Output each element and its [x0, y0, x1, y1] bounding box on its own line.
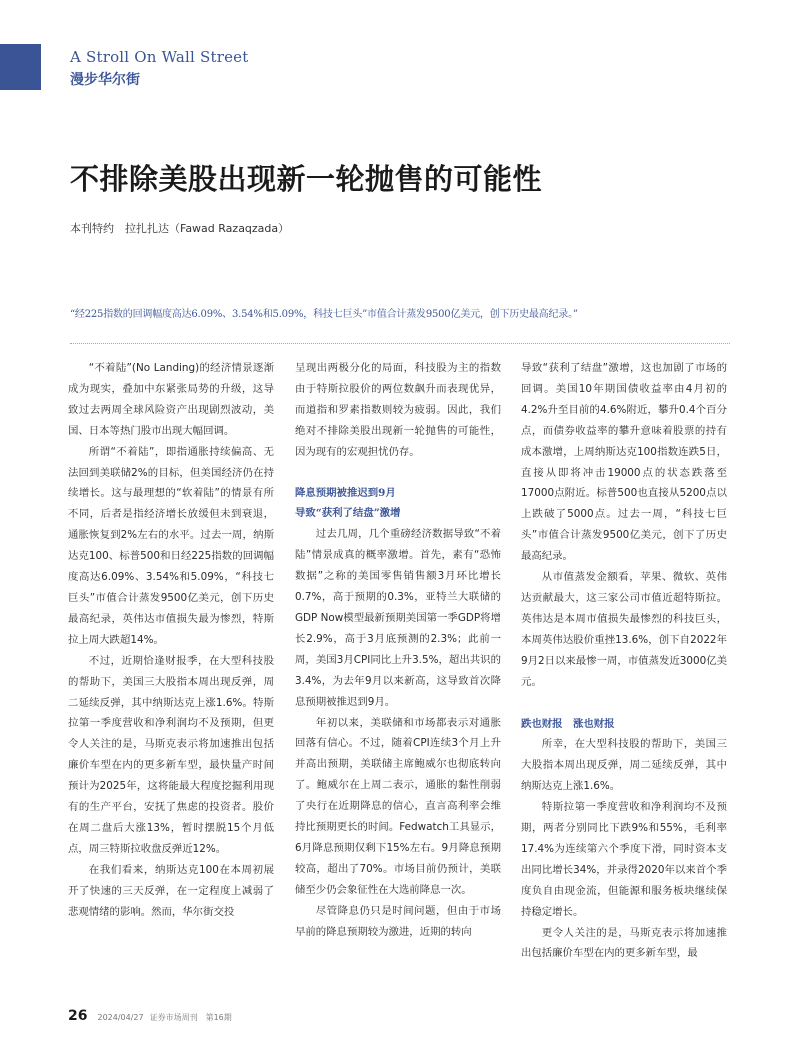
paragraph: 导致“获利了结盘”激增，这也加剧了市场的回调。美国10年期国债收益率由4月初的4.2%升至目前的4.6%附近，攀升0.4个百分点，而债券收益率的攀升意味着股票的持有成本激增，上周纳斯达克100指数连跌5日，直接从即将冲击19000点的状态跌落至17000点附近。标普500也直接从5200点以上跌破了5000点。过去一周，“科技七巨头”市值合计蒸发9500亿美元，创下了历史最高纪录。	[521, 362, 727, 563]
paragraph: “不着陆”(No Landing)的经济情景逐渐成为现实，叠加中东紧张局势的升级，这导致过去两周全球风险资产出现剧烈波动，美国、日本等热门股市出现大幅回调。	[68, 362, 274, 437]
column-name-english: A Stroll On Wall Street	[70, 48, 249, 66]
issue-date: 2024/04/27	[97, 1013, 144, 1022]
paragraph: 更令人关注的是，马斯克表示将加速推出包括廉价车型在内的更多新车型，最	[521, 926, 727, 960]
paragraph: 过去几周，几个重磅经济数据导致“不着陆”情景成真的概率激增。首先，素有“恐怖数据”之称的美国零售销售额3月环比增长0.7%，高于预期的0.3%，亚特兰大联储的GDP Now模型最新预期美国第一季GDP将增长2.9%，高于3月底预测的2.3%；此前一周，美国3月CPI同比上升3.5%，超出共识的3.4%，为去年9月以来新高，这导致首次降息预期被推迟到9月。	[295, 528, 501, 708]
paragraph: 尽管降息仍只是时间问题，但由于市场早前的降息预期较为激进，近期的转向	[295, 904, 501, 938]
subheading: 降息预期被推迟到9月	[295, 486, 396, 499]
paragraph: 年初以来，美联储和市场都表示对通胀回落有信心。不过，随着CPI连续3个月上升并高出预期，美联储主席鲍威尔也彻底转向了。鲍威尔在上周二表示，通胀的黏性削弱了央行在近期降息的信心，直言高利率会维持比预期更长的时间。Fedwatch工具显示，6月降息预期仅剩下15%左右。9月降息预期较高，超出了70%。市场目前仍预计，美联储至少仍会象征性在大选前降息一次。	[295, 716, 501, 896]
article-title: 不排除美股出现新一轮抛售的可能性	[70, 162, 543, 196]
subheading: 导致“获利了结盘”激增	[295, 507, 401, 520]
paragraph: 在我们看来，纳斯达克100在本周初展开了快速的三天反弹，在一定程度上减弱了悲观情绪的影响。然而，华尔街交投	[68, 863, 274, 918]
paragraph: 不过，近期恰逢财报季，在大型科技股的帮助下，美国三大股指本周出现反弹，周二延续反弹，其中纳斯达克上涨1.6%。特斯拉第一季度营收和净利润均不及预期，但更令人关注的是，马斯克表示将加速推出包括廉价车型在内的更多新车型，最快量产时间预计为2025年，这将能最大程度挖掘利用现有的生产平台，安抚了焦虑的投资者。股价在周二盘后大涨13%，暂时摆脱15个月低点，周三特斯拉收盘反弹近12%。	[68, 654, 274, 855]
subheading: 跌也财报 涨也财报	[521, 717, 615, 730]
paragraph: 从市值蒸发金额看，苹果、微软、英伟达贡献最大，这三家公司市值近超特斯拉。英伟达是本周市值损失最惨烈的科技巨头，本周英伟达股价重挫13.6%，创下自2022年9月2日以来最惨一周，市值蒸发近3000亿美元。	[521, 571, 727, 688]
column-name-chinese: 漫步华尔街	[70, 72, 140, 88]
paragraph: 特斯拉第一季度营收和净利润均不及预期，两者分别同比下跌9%和55%，毛利率17.4%为连续第六个季度下滑，同时资本支出同比增长34%，并录得2020年以来首个季度负自由现金流，但能源和服务板块继续保持稳定增长。	[521, 801, 727, 918]
page-number: 26	[68, 1008, 88, 1024]
body-column-2	[295, 358, 501, 942]
paragraph: 所谓“不着陆”，即指通胀持续偏高、无法回到美联储2%的目标，但美国经济仍在持续增长。这与最理想的“软着陆”的情景有所不同，后者是指经济增长放缓但未到衰退，通胀恢复到2%左右的水平。过去一周，纳斯达克100、标普500和日经225指数的回调幅度高达6.09%、3.54%和5.09%，“科技七巨头”市值合计蒸发9500亿美元，创下历史最高纪录，英伟达市值损失最为惨烈，特斯拉上周大跌超14%。	[68, 445, 274, 646]
body-column-3	[521, 358, 727, 964]
magazine-name: 证券市场周刊 第16期	[149, 1013, 232, 1022]
body-column-1	[68, 358, 274, 922]
paragraph: 呈现出两极分化的局面，科技股为主的指数由于特斯拉股价的两位数飙升而表现优异，而道指和罗素指数则较为疲弱。因此，我们绝对不排除美股出现新一轮抛售的可能性，因为现有的宏观担忧仍存。	[295, 362, 501, 458]
paragraph: 所幸，在大型科技股的帮助下，美国三大股指本周出现反弹，周二延续反弹，其中纳斯达克上涨1.6%。	[521, 738, 727, 793]
page-footer	[68, 1008, 232, 1026]
divider	[70, 343, 730, 344]
byline: 本刊特约 拉扎扎达（Fawad Razaqzada）	[70, 222, 290, 235]
pull-quote: “经225指数的回调幅度高达6.09%、3.54%和5.09%，科技七巨头”市值合计蒸发9500亿美元，创下历史最高纪录。”	[70, 309, 578, 320]
section-color-block	[0, 44, 41, 90]
